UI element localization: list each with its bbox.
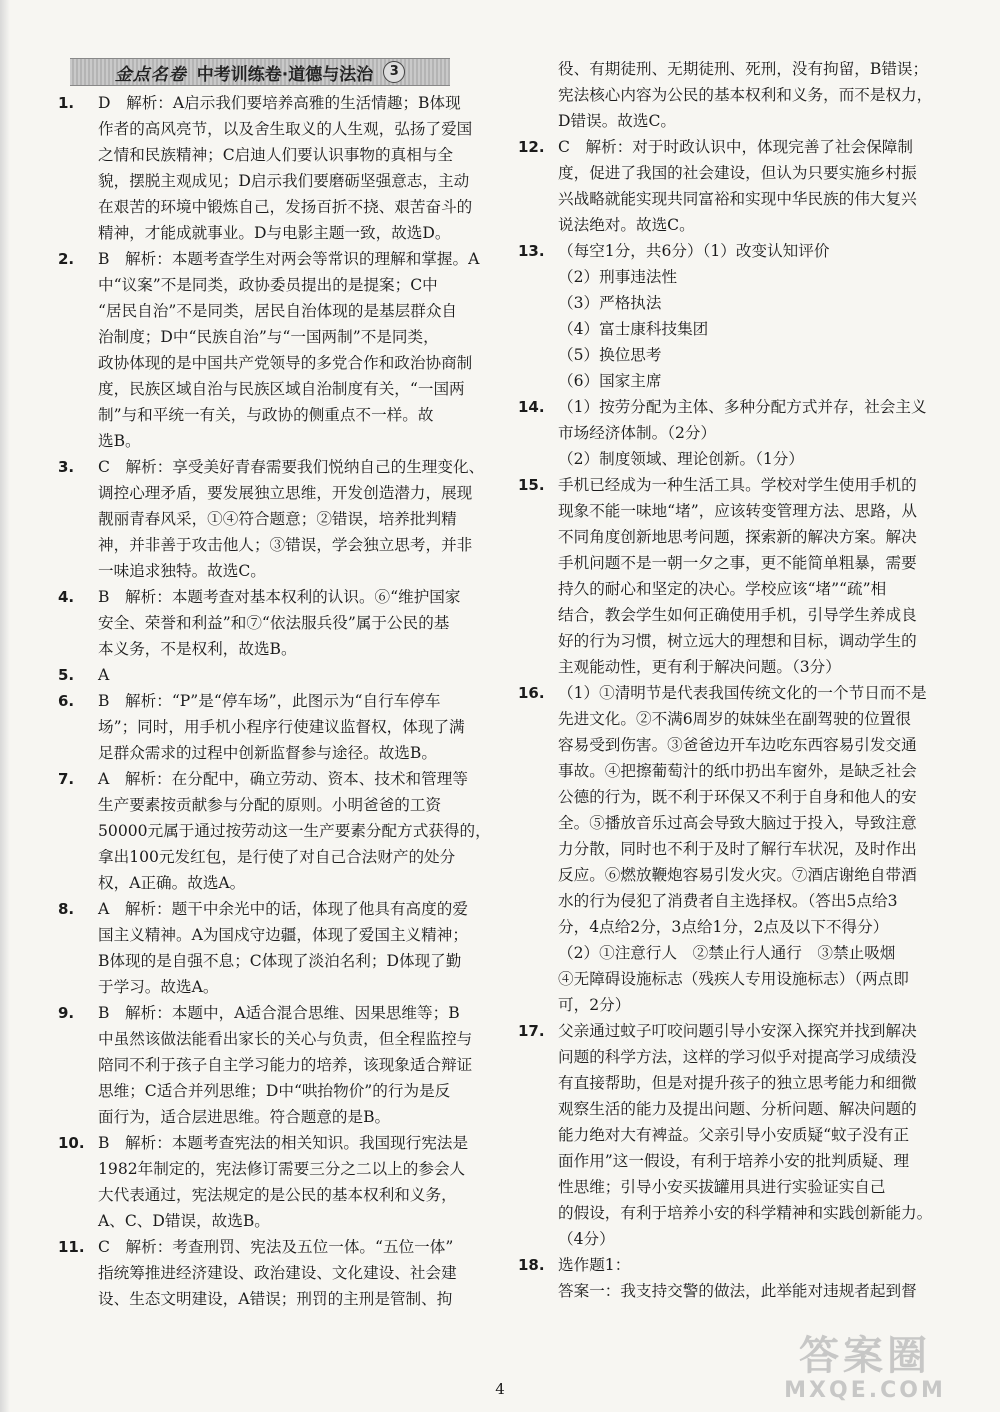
answer-line: D 解析：A启示我们要培养高雅的生活情趣；B体现 [98, 94, 461, 112]
answer-line: 分，4点给2分，3点给1分，2点及以下不得分） [558, 918, 889, 936]
answer-text [558, 238, 974, 394]
answer-line: 市场经济体制。（2分） [558, 424, 717, 442]
answer-text [98, 584, 494, 662]
answer-line: 说法绝对。故选C。 [558, 216, 695, 234]
answer-text [558, 1018, 974, 1252]
answer-line-continued: 役、有期徒刑、无期徒刑、死刑，没有拘留，B错误； [558, 60, 929, 78]
answer-line: 反应。⑥燃放鞭炮容易引发火灾。⑦酒店谢绝自带酒 [558, 866, 917, 884]
answer-line: 水的行为侵犯了消费者自主选择权。（答出5点给3 [558, 892, 898, 910]
answer-line: 不同角度创新地思考问题，探索新的解决方案。解决 [558, 528, 917, 546]
answer-line: B 解析：“P”是“停车场”，此图示为“自行车停车 [98, 692, 441, 710]
answer-line: A 解析：题干中余光中的话，体现了他具有高度的爱 [98, 900, 468, 918]
answer-line: 1982年制定的，宪法修订需要三分之二以上的参会人 [98, 1160, 466, 1178]
question-number: 7. [58, 770, 75, 788]
watermark-url: MXQE.COM [784, 1377, 946, 1403]
answer-line: 陪同不利于孩子自主学习能力的培养，该现象适合辩证 [98, 1056, 473, 1074]
answer-line: 兴战略就能实现共同富裕和实现中华民族的伟大复兴 [558, 190, 917, 208]
answer-line: 治制度；D中“民族自治”与“一国两制”不是同类， [98, 328, 439, 346]
answer-line: （4）富士康科技集团 [558, 320, 709, 338]
question-number: 15. [518, 476, 545, 494]
answer-line: 权，A正确。故选A。 [98, 874, 246, 892]
answer-text [98, 688, 494, 766]
question-q9 [58, 1000, 494, 1130]
answer-line: B体现的是自强不息；C体现了淡泊名利；D体现了勤 [98, 952, 462, 970]
answer-line: 之情和民族精神；C启迪人们要认识事物的真相与全 [98, 146, 453, 164]
answer-text [98, 1130, 494, 1234]
question-number: 17. [518, 1022, 545, 1040]
answer-line: C 解析：考查刑罚、宪法及五位一体。“五位一体” [98, 1238, 454, 1256]
question-number: 6. [58, 692, 75, 710]
answer-text [98, 454, 494, 584]
question-number: 3. [58, 458, 75, 476]
answer-line: （2）①注意行人 ②禁止行人通行 ③禁止吸烟 [558, 944, 896, 962]
answer-line: 中“议案”不是同类，政协委员提出的是提案；C中 [98, 276, 438, 294]
answer-text [98, 90, 494, 246]
answer-line: 主观能动性，更有利于解决问题。（3分） [558, 658, 841, 676]
answer-line: 靓丽青春风采，①④符合题意；②错误，培养批判精 [98, 510, 457, 528]
answer-line: （1）按劳分配为主体、多种分配方式并存，社会主义 [558, 398, 927, 416]
page-edge-shadow [0, 0, 10, 1412]
answer-text [98, 1234, 494, 1312]
question-q5 [58, 662, 494, 688]
answer-line: 制”与和平统一有关，与政协的侧重点不一样。故 [98, 406, 434, 424]
header-banner [70, 58, 450, 86]
answer-line: 场”；同时，用手机小程序行使建议监督权，体现了满 [98, 718, 465, 736]
answer-line: 问题的科学方法，这样的学习似乎对提高学习成绩没 [558, 1048, 917, 1066]
answer-line: 政协体现的是中国共产党领导的多党合作和政治协商制 [98, 354, 473, 372]
answer-line: （2）制度领域、理论创新。（1分） [558, 450, 804, 468]
header-title: 中考训练卷·道德与法治 [196, 64, 374, 85]
answer-line: 可，2分） [558, 996, 631, 1014]
answer-line: 持久的耐心和坚定的决心。学校应该“堵”“疏”相 [558, 580, 887, 598]
answer-line: A、C、D错误，故选B。 [98, 1212, 270, 1230]
answer-line: “居民自治”不是同类，居民自治体现的是基层群众自 [98, 302, 458, 320]
question-number: 5. [58, 666, 75, 684]
answer-line: 50000元属于通过按劳动这一生产要素分配方式获得的， [98, 822, 491, 840]
question-q14 [518, 394, 974, 472]
question-q16 [518, 680, 974, 1018]
answer-line: 现象不能一味地“堵”，应该转变管理方法、思路，从 [558, 502, 918, 520]
answer-line: 国主义精神。A为国戍守边疆，体现了爱国主义精神； [98, 926, 468, 944]
answer-line: 于学习。故选A。 [98, 978, 219, 996]
question-q17 [518, 1018, 974, 1252]
answer-line: 度，民族区域自治与民族区域自治制度有关，“一国两 [98, 380, 465, 398]
answer-line: 手机问题不是一朝一夕之事，更不能简单粗暴，需要 [558, 554, 917, 572]
answer-line: 力分散，同时也不利于及时了解行车状况，及时作出 [558, 840, 917, 858]
answer-line: 选B。 [98, 432, 141, 450]
answer-line: 貌，摆脱主观成见；D启示我们要磨砺坚强意志，主动 [98, 172, 470, 190]
question-q12 [518, 134, 974, 238]
question-number: 16. [518, 684, 545, 702]
question-q3 [58, 454, 494, 584]
answer-text [558, 1252, 974, 1304]
question-q15 [518, 472, 974, 680]
answer-line: 有直接帮助，但是对提升孩子的独立思考能力和细微 [558, 1074, 917, 1092]
question-q2 [58, 246, 494, 454]
answer-line-continued: 宪法核心内容为公民的基本权利和义务，而不是权力， [558, 86, 933, 104]
answer-text [98, 766, 494, 896]
answer-line: A [98, 666, 110, 684]
answer-text [558, 134, 974, 238]
question-number: 9. [58, 1004, 75, 1022]
answer-text [98, 1000, 494, 1130]
answer-line: 结合，教会学生如何正确使用手机，引导学生养成良 [558, 606, 917, 624]
answer-line: 手机已经成为一种生活工具。学校对学生使用手机的 [558, 476, 917, 494]
answer-line: 大代表通过，宪法规定的是公民的基本权利和义务， [98, 1186, 457, 1204]
answer-line: 生产要素按贡献参与分配的原则。小明爸爸的工资 [98, 796, 442, 814]
page-number: 4 [495, 1380, 505, 1398]
question-q4 [58, 584, 494, 662]
question-q18 [518, 1252, 974, 1304]
answer-line: 能力绝对大有裨益。父亲引导小安质疑“蚊子没有正 [558, 1126, 910, 1144]
answer-line: 安全、荣誉和利益”和⑦“依法服兵役”属于公民的基 [98, 614, 450, 632]
answer-line: B 解析：本题考查对基本权利的认识。⑥“维护国家 [98, 588, 461, 606]
question-q11 [58, 1234, 494, 1312]
question-number: 10. [58, 1134, 85, 1152]
question-q13 [518, 238, 974, 394]
answer-line: 性思维；引导小安买拔罐用具进行实验证实自己 [558, 1178, 886, 1196]
paper-number-badge: 3 [383, 61, 405, 83]
answer-line: 调控心理矛盾，要发展独立思维，开发创造潜力，展现 [98, 484, 473, 502]
answer-line: 足群众需求的过程中创新监督参与途径。故选B。 [98, 744, 437, 762]
answer-line: 中虽然该做法能看出家长的关心与负责，但全程监控与 [98, 1030, 473, 1048]
answer-line: 全。⑤播放音乐过高会导致大脑过于投入，导致注意 [558, 814, 917, 832]
question-q1 [58, 90, 494, 246]
question-q10 [58, 1130, 494, 1234]
answer-line: （1）①清明节是代表我国传统文化的一个节日而不是 [558, 684, 927, 702]
answer-line: 拿出100元发红包，是行使了对自己合法财产的处分 [98, 848, 456, 866]
brand-logo: 金点名卷 [114, 64, 187, 85]
answer-line: B 解析：本题考查宪法的相关知识。我国现行宪法是 [98, 1134, 469, 1152]
question-number: 18. [518, 1256, 545, 1274]
left-column [58, 90, 494, 1312]
answer-text [98, 896, 494, 1000]
answer-line: 先进文化。②不满6周岁的妹妹坐在副驾驶的位置很 [558, 710, 911, 728]
question-number: 4. [58, 588, 75, 606]
answer-text [558, 394, 974, 472]
answer-line: B 解析：本题中，A适合混合思维、因果思维等；B [98, 1004, 460, 1022]
answer-line: （6）国家主席 [558, 372, 662, 390]
question-number: 13. [518, 242, 545, 260]
answer-line: 好的行为习惯，树立远大的理想和目标，调动学生的 [558, 632, 917, 650]
answer-line: C 解析：对于时政认识中，体现完善了社会保障制 [558, 138, 913, 156]
answer-line: 面行为，适合层进思维。符合题意的是B。 [98, 1108, 391, 1126]
answer-line: 观察生活的能力及提出问题、分析问题、解决问题的 [558, 1100, 917, 1118]
answer-line: （4分） [558, 1230, 615, 1248]
answer-line: 指统筹推进经济建设、政治建设、文化建设、社会建 [98, 1264, 457, 1282]
question-number: 8. [58, 900, 75, 918]
question-number: 12. [518, 138, 545, 156]
answer-line: 答案一：我支持交警的做法，此举能对违规者起到督 [558, 1282, 917, 1300]
question-number: 2. [58, 250, 75, 268]
answer-line: 一味追求独特。故选C。 [98, 562, 266, 580]
answer-line: 设、生态文明建设，A错误；刑罚的主刑是管制、拘 [98, 1290, 453, 1308]
question-number: 11. [58, 1238, 85, 1256]
question-q6 [58, 688, 494, 766]
question-number: 14. [518, 398, 545, 416]
answer-line: ④无障碍设施标志（残疾人专用设施标志）（两点即 [558, 970, 909, 988]
answer-line: 公德的行为，既不利于环保又不利于自身和他人的安 [558, 788, 917, 806]
answer-line: 思维；C适合并列思维；D中“哄抬物价”的行为是反 [98, 1082, 451, 1100]
answer-line: 容易受到伤害。③爸爸边开车边吃东西容易引发交通 [558, 736, 917, 754]
answer-line: 精神，才能成就事业。D与电影主题一致，故选D。 [98, 224, 451, 242]
question-number: 1. [58, 94, 75, 112]
answer-text [98, 246, 494, 454]
answer-text [98, 662, 494, 688]
answer-line: 面作用”这一假设，有利于培养小安的批判质疑、理 [558, 1152, 910, 1170]
right-column [518, 56, 974, 1304]
answer-text [558, 472, 974, 680]
answer-line: A 解析：在分配中，确立劳动、资本、技术和管理等 [98, 770, 468, 788]
answer-line: 选作题1： [558, 1256, 631, 1274]
answer-line: 度，促进了我国的社会建设，但认为只要实施乡村振 [558, 164, 917, 182]
answer-line: 神，并非善于攻击他人；③错误，学会独立思考，并非 [98, 536, 473, 554]
answer-line: （3）严格执法 [558, 294, 662, 312]
answer-line: 作者的高风亮节，以及舍生取义的人生观，弘扬了爱国 [98, 120, 473, 138]
answer-line: 本义务，不是权利，故选B。 [98, 640, 297, 658]
answer-line: （5）换位思考 [558, 346, 662, 364]
question-q7 [58, 766, 494, 896]
answer-line: 父亲通过蚊子叮咬问题引导小安深入探究并找到解决 [558, 1022, 917, 1040]
answer-line: C 解析：享受美好青春需要我们悦纳自己的生理变化、 [98, 458, 485, 476]
answer-line: B 解析：本题考查学生对两会等常识的理解和掌握。A [98, 250, 480, 268]
answer-line: （2）刑事违法性 [558, 268, 678, 286]
answer-line: 的假设，有利于培养小安的科学精神和实践创新能力。 [558, 1204, 933, 1222]
watermark-logo-text: 答案圈 [799, 1332, 931, 1379]
question-q8 [58, 896, 494, 1000]
site-watermark [750, 1332, 980, 1404]
answer-text [558, 680, 974, 1018]
answer-line: 事故。④把擦葡萄汁的纸巾扔出车窗外，是缺乏社会 [558, 762, 917, 780]
answer-line: 在艰苦的环境中锻炼自己，发扬百折不挠、艰苦奋斗的 [98, 198, 473, 216]
answer-line: （每空1分，共6分）（1）改变认知评价 [558, 242, 830, 260]
answer-line-continued: D错误。故选C。 [558, 112, 676, 130]
